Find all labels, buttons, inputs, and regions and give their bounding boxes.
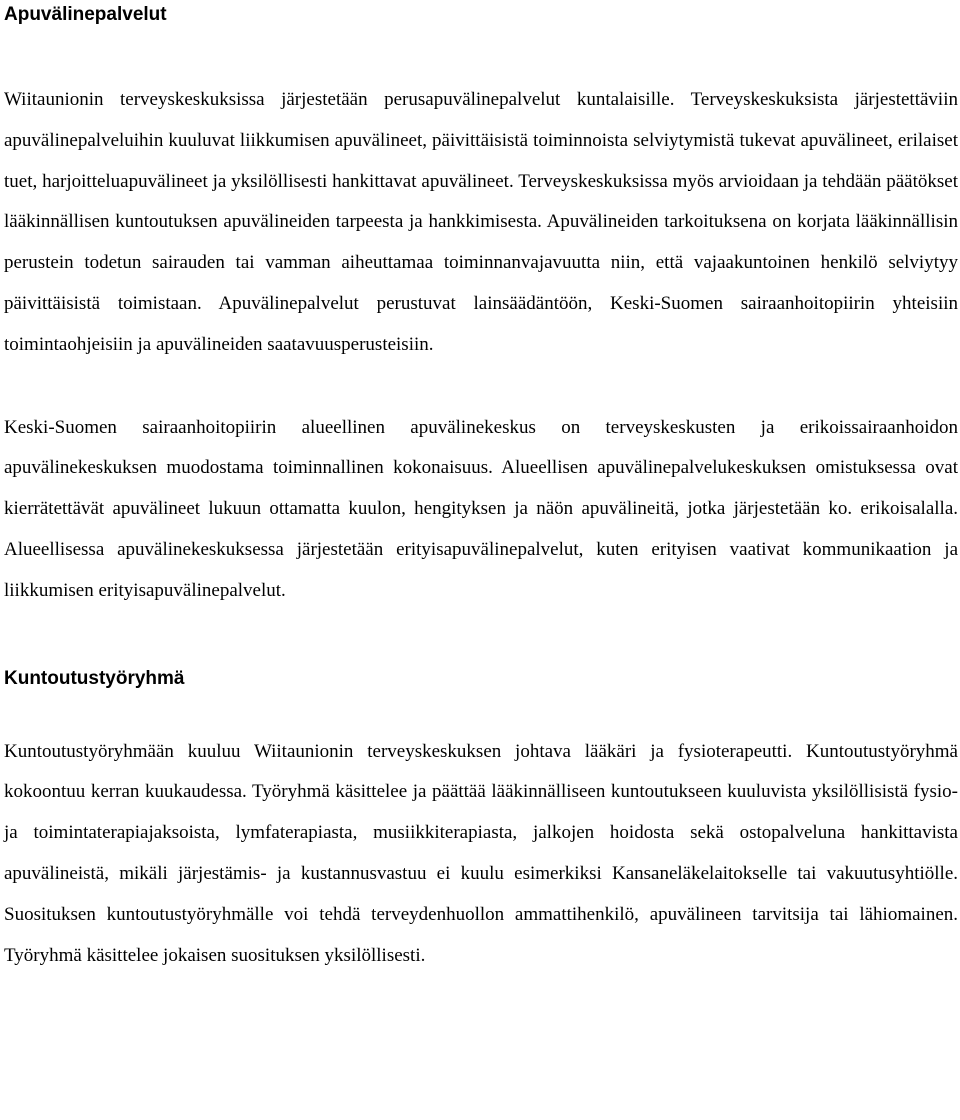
section-kuntoutustyoryhma — [4, 666, 958, 977]
section-heading-apuvalinepalvelut: Apuvälinepalvelut — [4, 4, 167, 25]
paragraph-apuvalinepalvelut-1: Wiitaunionin terveyskeskuksissa järjestetään perusapuvälinepalvelut kuntalaisille. Terveyskeskuksista järjestettäviin apuvälinepalveluihin kuuluvat liikkumisen apuvälineet, päivittäisistä toiminnoista selviytymistä tukevat apuvälineet, erilaiset tuet, harjoitteluapuvälineet ja yksilöllisesti hankittavat apuvälineet. Terveyskeskuksissa myös arvioidaan ja tehdään päätökset lääkinnällisen kuntoutuksen apuvälineiden tarpeesta ja hankkimisesta. Apuvälineiden tarkoituksena on korjata lääkinnällisin perustein todetun sairauden tai vamman aiheuttamaa toiminnanvajavuutta niin, että vajaakuntoinen henkilö selviytyy päivittäisistä toimistaan. Apuvälinepalvelut perustuvat lainsäädäntöön, Keski-Suomen sairaanhoitopiirin yhteisiin toimintaohjeisiin ja apuvälineiden saatavuusperusteisiin. — [4, 89, 958, 355]
paragraph-apuvalinepalvelut-2: Keski-Suomen sairaanhoitopiirin alueellinen apuvälinekeskus on terveyskeskusten ja erikoissairaanhoidon apuvälinekeskuksen muodostama toiminnallinen kokonaisuus. Alueellisen apuvälinepalvelukeskuksen omistuksessa ovat kierrätettävät apuvälineet lukuun ottamatta kuulon, hengityksen ja näön apuvälineitä, jotka järjestetään ko. erikoisalalla. Alueellisessa apuvälinekeskuksessa järjestetään erityisapuvälinepalvelut, kuten erityisen vaativat kommunikaation ja liikkumisen erityisapuvälinepalvelut. — [4, 416, 958, 601]
paragraph-kuntoutustyoryhma-1: Kuntoutustyöryhmään kuuluu Wiitaunionin terveyskeskuksen johtava lääkäri ja fysioterapeutti. Kuntoutustyöryhmä kokoontuu kerran kuukaudessa. Työryhmä käsittelee ja päättää lääkinnälliseen kuntoutukseen kuuluvista yksilöllisistä fysio- ja toimintaterapiajaksoista, lymfaterapiasta, musiikkiterapiasta, jalkojen hoidosta sekä ostopalveluna hankittavista apuvälineistä, mikäli järjestämis- ja kustannusvastuu ei kuulu esimerkiksi Kansaneläkelaitokselle tai vakuutusyhtiölle. Suosituksen kuntoutustyöryhmälle voi tehdä terveydenhuollon ammattihenkilö, apuvälineen tarvitsija tai lähiomainen. Työryhmä käsittelee jokaisen suosituksen yksilöllisesti. — [4, 740, 958, 966]
section-apuvalinepalvelut — [4, 0, 958, 612]
section-heading-kuntoutustyoryhma: Kuntoutustyöryhmä — [4, 667, 185, 689]
